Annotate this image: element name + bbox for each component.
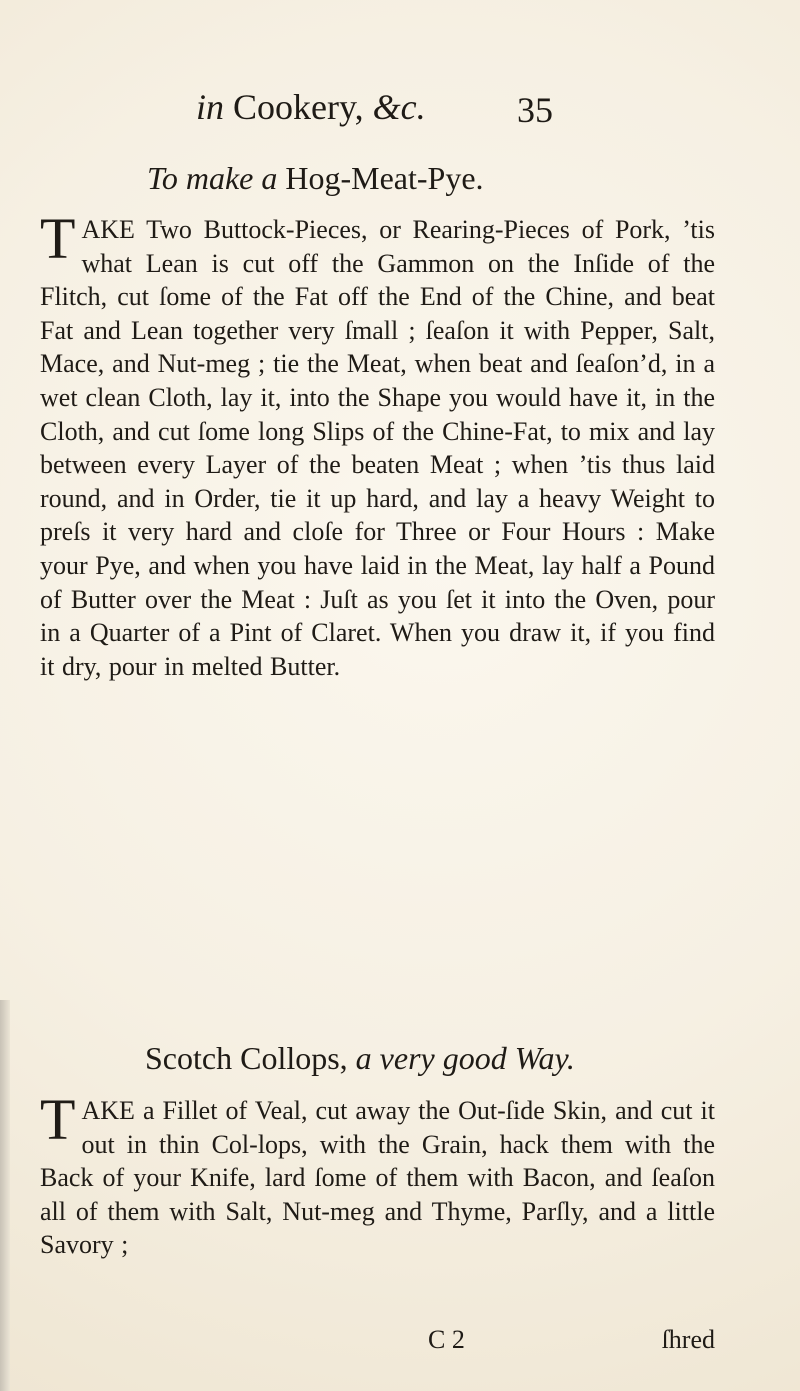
header-prefix: in (196, 87, 225, 127)
page-edge-shadow (0, 1000, 10, 1391)
header-title: Cookery, (233, 87, 364, 127)
recipe-title-italic: To make a (147, 160, 278, 196)
drop-initial: T (40, 1087, 76, 1152)
signature-mark: C 2 (428, 1325, 465, 1354)
recipe-paragraph-hog-meat-pye (40, 206, 715, 923)
header-suffix: &c. (372, 87, 426, 127)
recipe-title-hog-meat-pye (147, 158, 667, 198)
running-header (196, 82, 556, 132)
paragraph-text: AKE a Fillet of Veal, cut away the Out-ſide Skin, and cut it out in thin Col-lops, with the Grain, hack them with the Back of your Knife, lard ſome of them with Bacon, and ſeaſon all of them with Salt, Nut-meg and Thyme, Parſly, and a little Savory ; (40, 1096, 715, 1260)
recipe-title-scotch-collops (145, 1038, 705, 1078)
recipe-title-italic: a very good Way. (355, 1040, 575, 1076)
recipe-paragraph-scotch-collops (40, 1087, 715, 1324)
page-number: 35 (517, 90, 553, 130)
drop-initial: T (40, 206, 76, 271)
page-footer (40, 1323, 715, 1359)
paragraph-text: AKE Two Buttock-Pieces, or Rearing-Pieces of Pork, ’tis what Lean is cut off the Gammon on the Inſide of the Flitch, cut ſome of the Fat off the End of the Chine, and beat Fat and Lean together very ſmall ; ſeaſon it with Pepper, Salt, Mace, and Nut-meg ; tie the Meat, when beat and ſeaſon’d, in a wet clean Cloth, lay it, into the Shape you would have it, in the Cloth, and cut ſome long Slips of the Chine-Fat, to mix and lay between every Layer of the beaten Meat ; when ’tis thus laid round, and in Order, tie it up hard, and lay a heavy Weight to preſs it very hard and cloſe for Three or Four Hours : Make your Pye, and when you have laid in the Meat, lay half a Pound of Butter over the Meat : Juſt as you ſet it into the Oven, pour in a Quarter of a Pint of Claret. When you draw it, if you find it dry, pour in melted Butter. (40, 215, 715, 681)
catchword: ſhred (661, 1325, 715, 1354)
recipe-title-roman: Scotch Collops, (145, 1040, 348, 1076)
recipe-title-roman: Hog-Meat-Pye. (285, 160, 484, 196)
